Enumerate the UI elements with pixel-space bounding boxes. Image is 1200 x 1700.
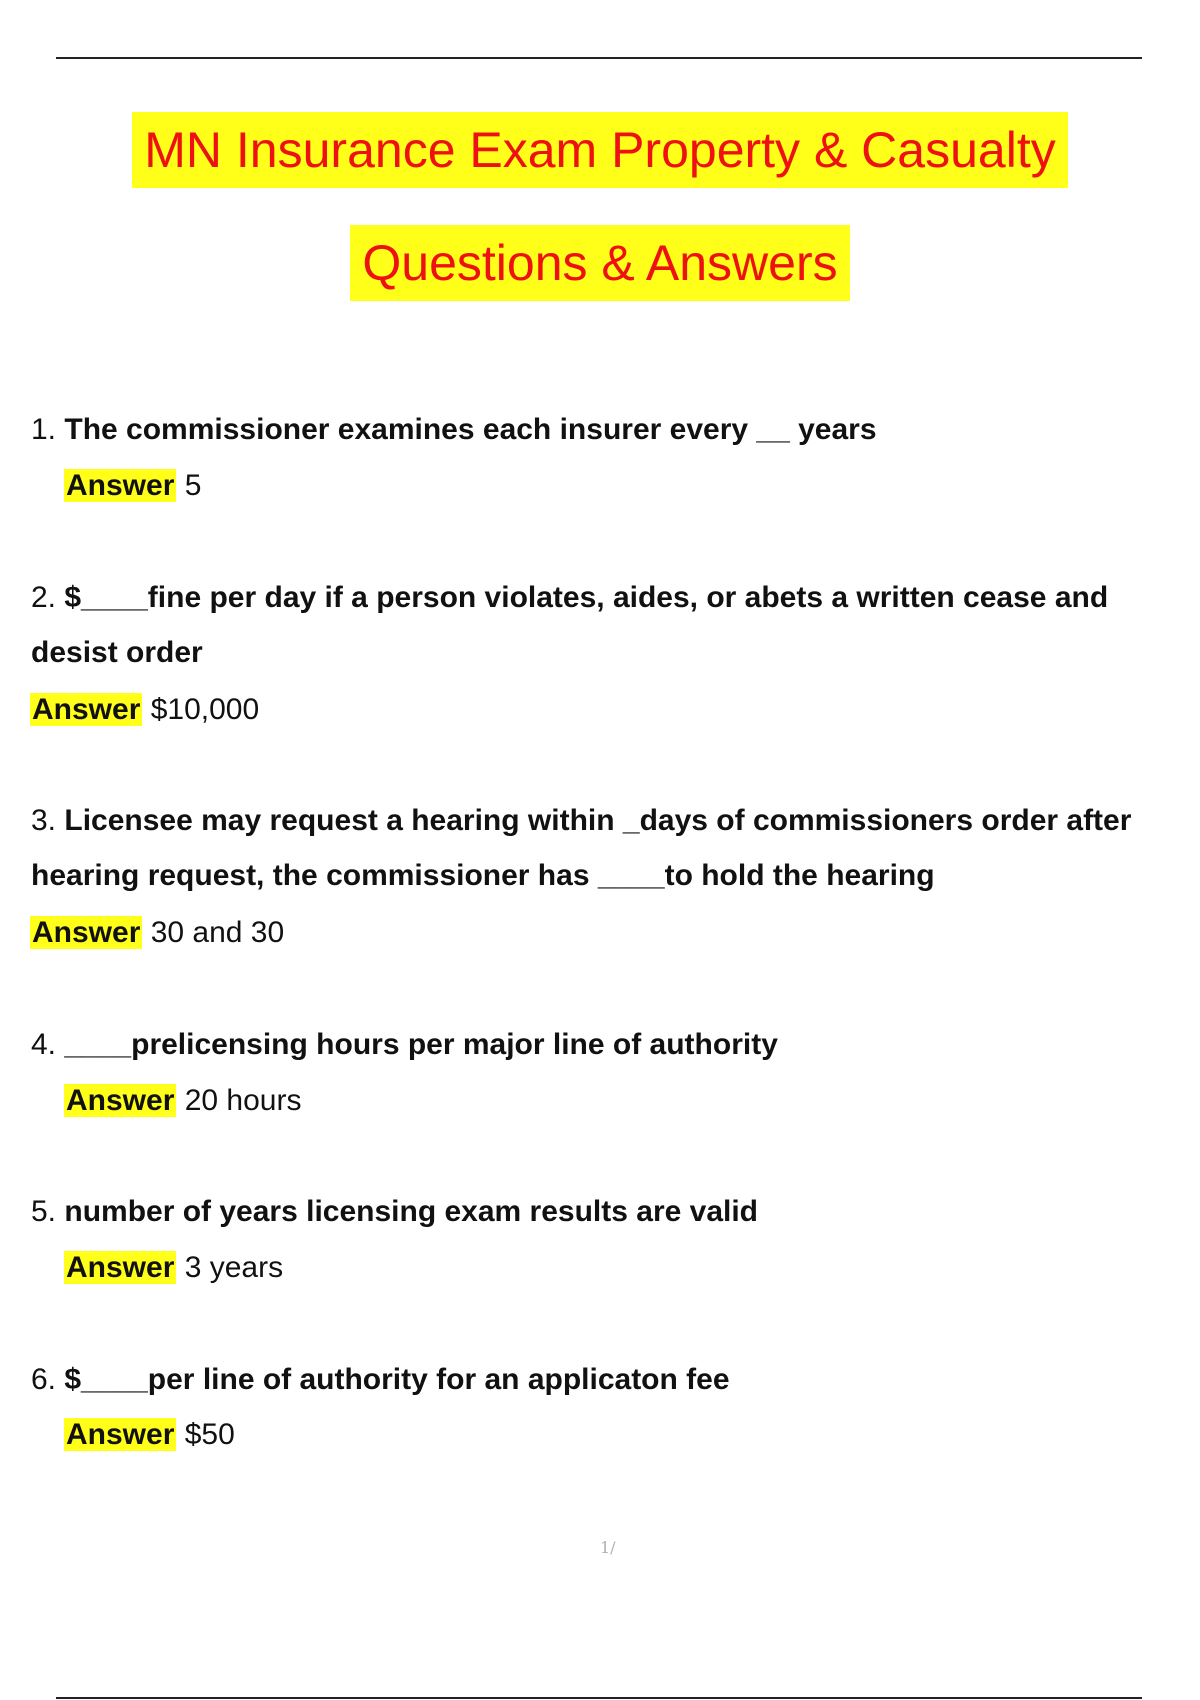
question-2 [31,570,1108,626]
answer-value: $10,000 [150,693,260,726]
answer-label: Answer [66,1084,175,1117]
answer-label: Answer [32,693,141,726]
answer-3 [30,913,284,953]
page-number: 1/ [600,1538,616,1557]
question-text: $____fine per day if a person violates, aides, or abets a written cease and [64,581,1109,614]
answer-value: 3 years [184,1251,284,1284]
answer-value: $50 [184,1418,235,1451]
question-6 [31,1352,730,1408]
question-text: Licensee may request a hearing within _days of commissioners order after [64,804,1132,837]
answer-value: 30 and 30 [150,916,285,949]
question-number: 6. [31,1363,57,1396]
question-text: $____per line of authority for an applicaton fee [64,1363,730,1396]
question-3 [31,793,1131,849]
bottom-rule [56,1697,1142,1699]
question-number: 4. [31,1028,57,1061]
answer-label: Answer [66,469,175,502]
answer-value: 5 [184,469,202,502]
answer-label: Answer [66,1251,175,1284]
answer-2 [30,690,259,730]
document-title-line-2: Questions & Answers [0,225,1200,301]
question-text: The commissioner examines each insurer every __ years [64,413,877,446]
question-3-continued [31,848,935,904]
question-text-line-2: hearing request, the commissioner has ____to hold the hearing [31,859,935,892]
answer-1 [64,466,201,506]
answer-6 [64,1415,235,1455]
question-number: 5. [31,1195,57,1228]
question-number: 3. [31,804,57,837]
question-2-continued [31,625,203,681]
question-5 [31,1184,758,1240]
answer-label: Answer [66,1418,175,1451]
top-rule [56,57,1142,59]
answer-4 [64,1081,301,1121]
question-number: 1. [31,413,57,446]
answer-5 [64,1248,283,1288]
answer-value: 20 hours [184,1084,302,1117]
answer-label: Answer [32,916,141,949]
question-1 [31,402,877,458]
question-text-line-2: desist order [31,636,203,669]
document-title-line-1: MN Insurance Exam Property & Casualty [0,112,1200,188]
question-text: number of years licensing exam results are valid [64,1195,759,1228]
question-4 [31,1017,778,1073]
question-number: 2. [31,581,57,614]
question-text: ____prelicensing hours per major line of authority [64,1028,778,1061]
